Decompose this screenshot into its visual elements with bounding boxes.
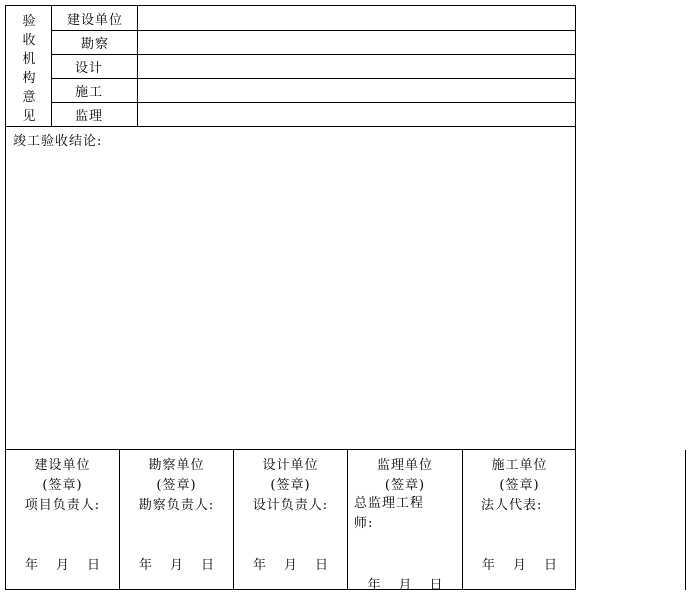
conclusion-label: 竣工验收结论:	[13, 134, 103, 149]
opinion-field-builder[interactable]	[138, 79, 576, 101]
day-label: 日	[544, 558, 558, 573]
vertical-char: 意	[22, 90, 36, 105]
vertical-char: 收	[22, 33, 36, 48]
responsible-label: 法人代表:	[481, 498, 543, 513]
divider	[6, 126, 576, 127]
conclusion-field[interactable]	[7, 148, 575, 448]
year-label: 年	[24, 558, 38, 573]
signature-cell-survey[interactable]	[120, 451, 233, 591]
responsible-label: 总监理工程师:	[354, 496, 425, 531]
opinion-field-supervision[interactable]	[138, 103, 576, 125]
signature-cell-builder[interactable]	[463, 451, 576, 591]
unit-name: 监理单位	[376, 458, 433, 473]
month-label: 月	[283, 558, 297, 573]
responsible-label: 项目负责人:	[24, 498, 101, 513]
signature-cell-construction[interactable]	[6, 451, 119, 591]
opinion-field-design[interactable]	[138, 55, 576, 77]
unit-name: 建设单位	[34, 458, 91, 473]
vertical-char: 验	[22, 14, 36, 29]
day-label: 日	[429, 578, 443, 593]
divider	[6, 449, 576, 450]
year-label: 年	[367, 578, 381, 593]
date-line	[234, 554, 347, 573]
row-label-design: 设计	[74, 61, 103, 76]
day-label: 日	[87, 558, 101, 573]
stamp-label: (签章)	[384, 478, 426, 493]
responsible-label: 勘察负责人:	[138, 498, 215, 513]
row-label-builder: 施工	[74, 85, 103, 100]
day-label: 日	[201, 558, 215, 573]
year-label: 年	[138, 558, 152, 573]
opinion-field-survey[interactable]	[138, 31, 576, 53]
vertical-char: 构	[22, 71, 36, 86]
date-line	[6, 554, 119, 573]
date-line	[348, 574, 462, 593]
acceptance-form	[5, 5, 576, 593]
date-line	[120, 554, 233, 573]
vertical-char: 机	[22, 52, 36, 67]
month-label: 月	[169, 558, 183, 573]
stamp-label: (签章)	[499, 478, 540, 493]
month-label: 月	[55, 558, 69, 573]
responsible-label: 设计负责人:	[252, 498, 329, 513]
row-label-construction: 建设单位	[66, 13, 123, 28]
stamp-label: (签章)	[156, 478, 197, 493]
page-edge-line	[685, 450, 686, 590]
row-label-supervision: 监理	[74, 109, 103, 124]
unit-name: 设计单位	[262, 458, 319, 473]
year-label: 年	[252, 558, 266, 573]
unit-name: 勘察单位	[148, 458, 205, 473]
stamp-label: (签章)	[42, 478, 83, 493]
vertical-char: 见	[22, 109, 36, 124]
day-label: 日	[315, 558, 329, 573]
month-label: 月	[398, 578, 412, 593]
date-line	[463, 554, 576, 573]
signature-cell-supervision[interactable]	[348, 451, 462, 591]
opinion-field-construction[interactable]	[138, 7, 576, 29]
signature-cell-design[interactable]	[234, 451, 347, 591]
unit-name: 施工单位	[491, 458, 548, 473]
row-label-survey: 勘察	[80, 37, 109, 52]
month-label: 月	[512, 558, 526, 573]
stamp-label: (签章)	[270, 478, 311, 493]
opinion-vertical-title	[6, 6, 52, 127]
year-label: 年	[481, 558, 495, 573]
